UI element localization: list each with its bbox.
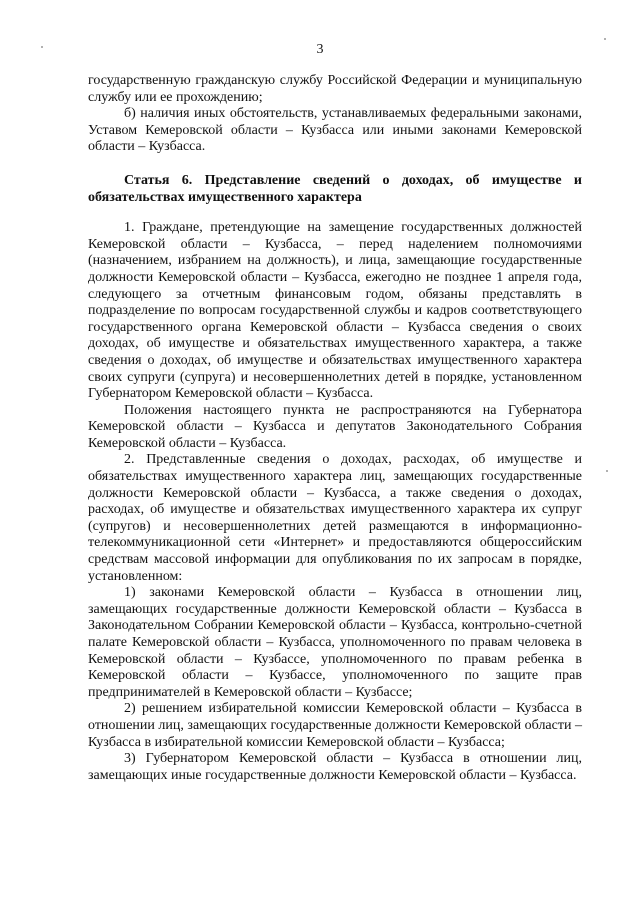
- document-body: [88, 73, 582, 784]
- list-item-2: 2) решением избирательной комиссии Кемеровской области – Кузбасса в отношении лиц, замещающих государственные должности Кемеровской области – Кузбасса в избирательной комиссии Кемеровской области – Кузбасса;: [88, 701, 582, 750]
- list-item-1: 1) законами Кемеровской области – Кузбасса в отношении лиц, замещающих государственные должности Кемеровской области – Кузбасса в Законодательном Собрании Кемеровской области – Кузбасса, контрольно-счетной палате Кемеровской области – Кузбасса, уполномоченного по правам человека в Кемеровской области – Кузбассе, уполномоченного по правам ребенка в Кемеровской области – Кузбассе, уполномоченного по защите прав предпринимателей в Кемеровской области – Кузбассе;: [88, 585, 582, 700]
- spacer: [88, 156, 582, 173]
- paragraph-1: 1. Граждане, претендующие на замещение государственных должностей Кемеровской области – Кузбасса, – перед наделением полномочиями (назначением, избранием на должность), и лица, замещающие государственные должности Кемеровской области – Кузбасса, ежегодно не позднее 1 апреля года, следующего за отчетным финансовым годом, обязаны представлять в подразделение по вопросам государственной службы и кадров соответствующего государственного органа Кемеровской области – Кузбасса сведения о своих доходах, об имуществе и обязательствах имущественного характера, а также сведения о доходах, об имуществе и обязательствах имущественного характера своих супруги (супруга) и несовершеннолетних детей в порядке, установленном Губернатором Кемеровской области – Кузбасса.: [88, 220, 582, 402]
- spacer: [88, 206, 582, 220]
- list-item-6b: б) наличия иных обстоятельств, устанавливаемых федеральными законами, Уставом Кемеровской области – Кузбасса или иными законами Кемеровской области – Кузбасса.: [88, 106, 582, 155]
- scan-speck: [606, 470, 608, 472]
- paragraph-1-note: Положения настоящего пункта не распространяются на Губернатора Кемеровской области – Кузбасса и депутатов Законодательного Собрания Кемеровской области – Кузбасса.: [88, 402, 582, 451]
- text-line: государственную гражданскую службу Российской Федерации и муниципальную службу или ее прохождению;: [88, 73, 582, 105]
- list-item-3: 3) Губернатором Кемеровской области – Кузбасса в отношении лиц, замещающих иные государственные должности Кемеровской области – Кузбасса.: [88, 751, 582, 783]
- paragraph-2: 2. Представленные сведения о доходах, расходах, об имуществе и обязательствах имущественного характера лиц, замещающих государственные должности Кемеровской области – Кузбасса, а также сведения о доходах, расходах, об имуществе и обязательствах имущественного характера их супруг (супругов) и несовершеннолетних детей размещаются в информационно-телекоммуникационной сети «Интернет» и предоставляются общероссийским средствам массовой информации для опубликования по их запросам в порядке, установленном:: [88, 452, 582, 584]
- scan-speck: [604, 38, 606, 40]
- page-number: 3: [316, 42, 324, 57]
- article-heading: Статья 6. Представление сведений о доходах, об имуществе и обязательствах имущественного характера: [88, 172, 582, 205]
